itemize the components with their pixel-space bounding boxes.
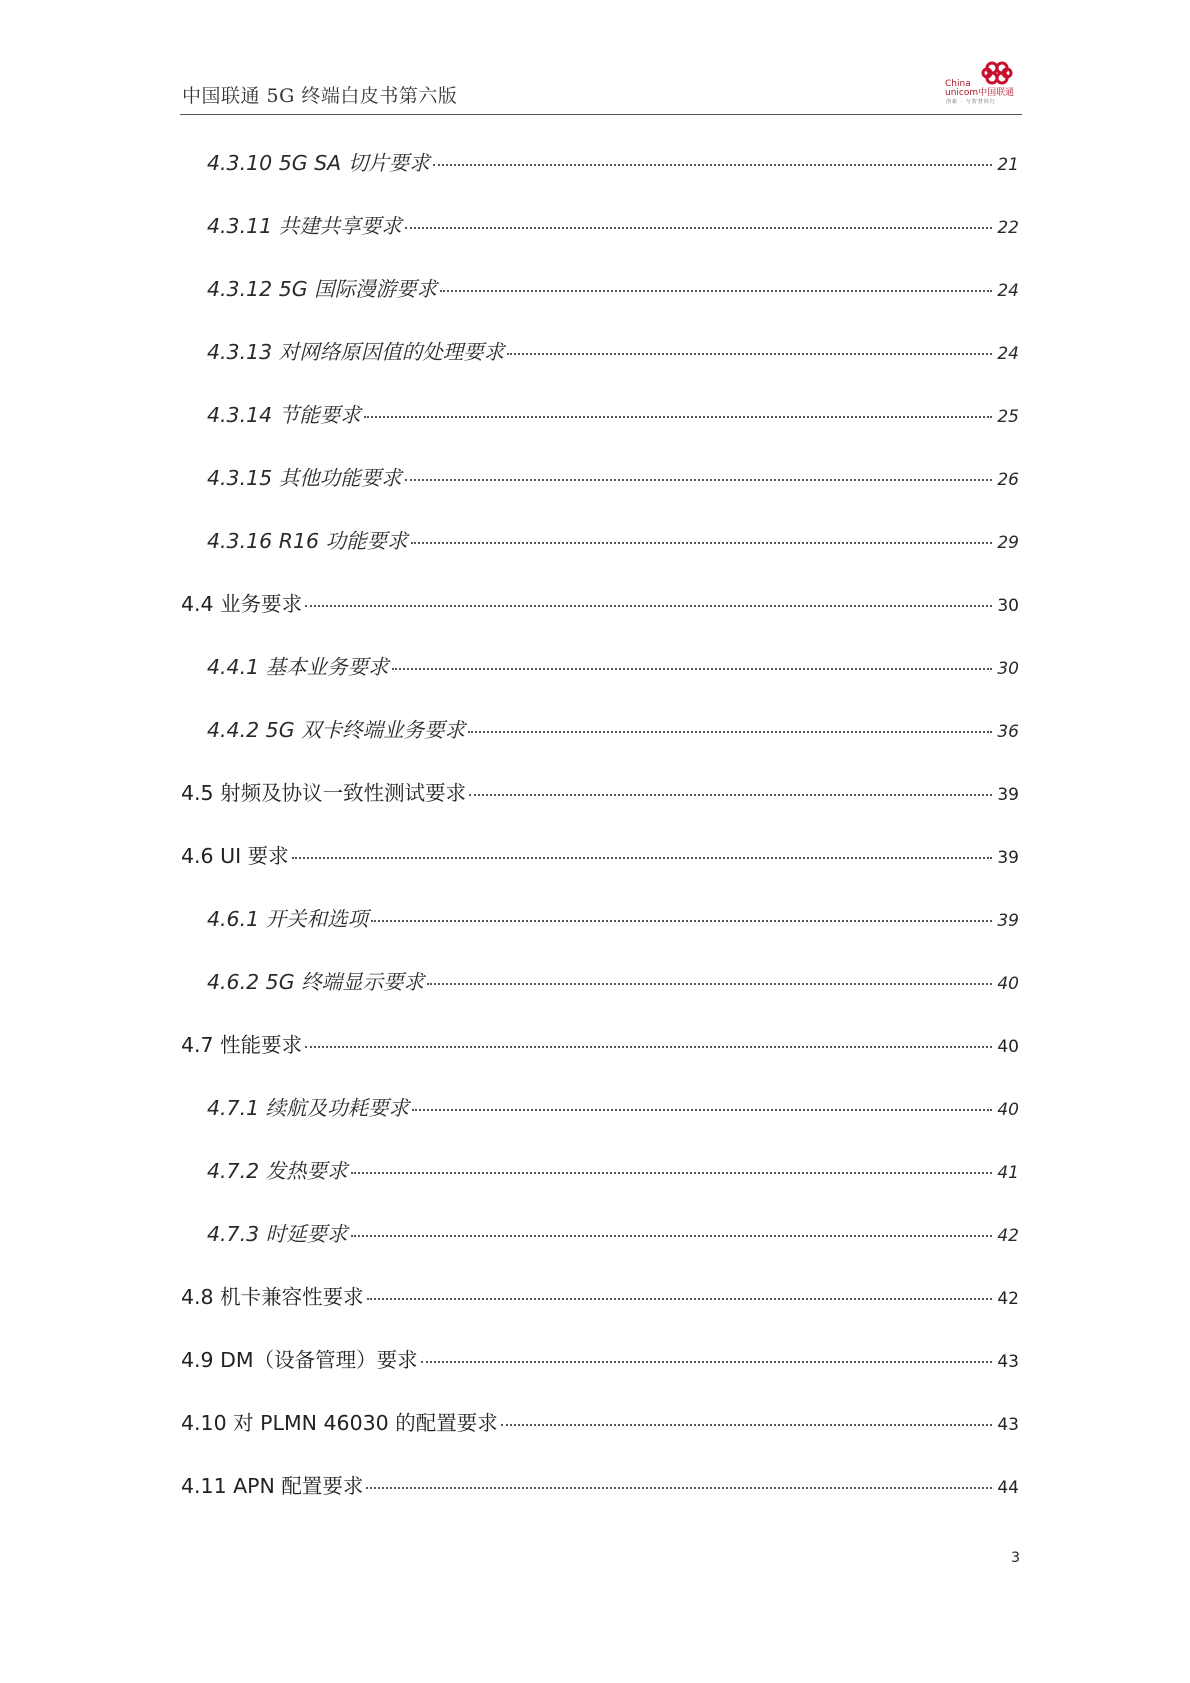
toc-entry-title: 4.4 业务要求 (181, 592, 303, 616)
toc-entry-page: 39 (997, 911, 1019, 931)
toc-entry-title: 4.6 UI 要求 (181, 844, 289, 868)
table-of-contents (181, 146, 1019, 1532)
page-number: 3 (1011, 1550, 1020, 1566)
toc-entry-title: 4.4.2 5G 双卡终端业务要求 (207, 718, 466, 742)
toc-entry-page: 42 (997, 1226, 1019, 1246)
dot-leader (427, 983, 992, 985)
dot-leader (305, 605, 992, 607)
toc-entry[interactable] (181, 1028, 1019, 1091)
toc-entry[interactable] (181, 1217, 1019, 1280)
logo-wordmark: China unicom中国联通 (945, 79, 1015, 98)
toc-entry-title: 4.3.14 节能要求 (207, 403, 361, 427)
toc-entry-page: 29 (997, 533, 1019, 553)
toc-entry-title: 4.3.11 共建共享要求 (207, 214, 402, 238)
toc-entry-page: 24 (997, 281, 1019, 301)
dot-leader (405, 227, 992, 229)
toc-entry[interactable] (181, 1280, 1019, 1343)
dot-leader (367, 1298, 992, 1300)
toc-entry-page: 40 (997, 974, 1019, 994)
toc-entry-page: 42 (997, 1289, 1019, 1309)
toc-entry[interactable] (181, 965, 1019, 1028)
dot-leader (501, 1424, 992, 1426)
toc-entry[interactable] (181, 209, 1019, 272)
toc-entry-title: 4.6.2 5G 终端显示要求 (207, 970, 425, 994)
dot-leader (405, 479, 992, 481)
toc-entry-page: 30 (997, 596, 1019, 616)
dot-leader (371, 920, 992, 922)
dot-leader (292, 857, 992, 859)
toc-entry-title: 4.7.3 时延要求 (207, 1222, 348, 1246)
toc-entry-page: 40 (997, 1100, 1019, 1120)
toc-entry[interactable] (181, 461, 1019, 524)
toc-entry-title: 4.11 APN 配置要求 (181, 1474, 364, 1498)
dot-leader (412, 1109, 992, 1111)
toc-entry[interactable] (181, 524, 1019, 587)
toc-entry-page: 39 (997, 848, 1019, 868)
toc-entry-title: 4.4.1 基本业务要求 (207, 655, 389, 679)
toc-entry-page: 36 (997, 722, 1019, 742)
dot-leader (351, 1172, 992, 1174)
dot-leader (392, 668, 992, 670)
toc-entry-page: 43 (997, 1352, 1019, 1372)
toc-entry-page: 43 (997, 1415, 1019, 1435)
document-title: 中国联通 5G 终端白皮书第六版 (182, 85, 458, 107)
toc-entry[interactable] (181, 146, 1019, 209)
toc-entry[interactable] (181, 1154, 1019, 1217)
toc-entry[interactable] (181, 902, 1019, 965)
toc-entry[interactable] (181, 1343, 1019, 1406)
dot-leader (411, 542, 992, 544)
dot-leader (507, 353, 992, 355)
dot-leader (433, 164, 992, 166)
toc-entry-title: 4.3.16 R16 功能要求 (207, 529, 408, 553)
toc-entry-page: 22 (997, 218, 1019, 238)
toc-entry[interactable] (181, 1406, 1019, 1469)
dot-leader (366, 1487, 992, 1489)
toc-entry-page: 25 (997, 407, 1019, 427)
toc-entry[interactable] (181, 272, 1019, 335)
toc-entry-page: 30 (997, 659, 1019, 679)
toc-entry-page: 44 (997, 1478, 1019, 1498)
toc-entry-title: 4.8 机卡兼容性要求 (181, 1285, 364, 1309)
toc-entry-title: 4.5 射频及协议一致性测试要求 (181, 781, 467, 805)
toc-entry[interactable] (181, 587, 1019, 650)
toc-entry[interactable] (181, 398, 1019, 461)
logo-slogan: 创新 · 与智慧同行 (946, 99, 996, 105)
china-unicom-logo (944, 60, 1016, 108)
toc-entry-page: 26 (997, 470, 1019, 490)
toc-entry-page: 41 (997, 1163, 1019, 1183)
toc-entry[interactable] (181, 1469, 1019, 1532)
toc-entry[interactable] (181, 335, 1019, 398)
toc-entry-title: 4.3.12 5G 国际漫游要求 (207, 277, 438, 301)
dot-leader (364, 416, 992, 418)
toc-entry-title: 4.3.13 对网络原因值的处理要求 (207, 340, 505, 364)
toc-entry[interactable] (181, 713, 1019, 776)
toc-entry-title: 4.3.15 其他功能要求 (207, 466, 402, 490)
toc-entry[interactable] (181, 650, 1019, 713)
toc-entry-title: 4.6.1 开关和选项 (207, 907, 369, 931)
toc-entry-title: 4.7.1 续航及功耗要求 (207, 1096, 410, 1120)
toc-entry[interactable] (181, 1091, 1019, 1154)
dot-leader (421, 1361, 992, 1363)
toc-entry-title: 4.9 DM（设备管理）要求 (181, 1348, 418, 1372)
toc-entry-title: 4.7.2 发热要求 (207, 1159, 348, 1183)
toc-entry-title: 4.10 对 PLMN 46030 的配置要求 (181, 1411, 498, 1435)
dot-leader (351, 1235, 992, 1237)
dot-leader (469, 794, 992, 796)
dot-leader (440, 290, 992, 292)
toc-entry-title: 4.3.10 5G SA 切片要求 (207, 151, 430, 175)
page-header (180, 60, 1022, 115)
toc-entry[interactable] (181, 839, 1019, 902)
toc-entry-title: 4.7 性能要求 (181, 1033, 303, 1057)
toc-entry-page: 21 (997, 155, 1019, 175)
toc-entry-page: 24 (997, 344, 1019, 364)
dot-leader (468, 731, 992, 733)
toc-entry[interactable] (181, 776, 1019, 839)
dot-leader (305, 1046, 992, 1048)
toc-entry-page: 40 (997, 1037, 1019, 1057)
toc-entry-page: 39 (997, 785, 1019, 805)
